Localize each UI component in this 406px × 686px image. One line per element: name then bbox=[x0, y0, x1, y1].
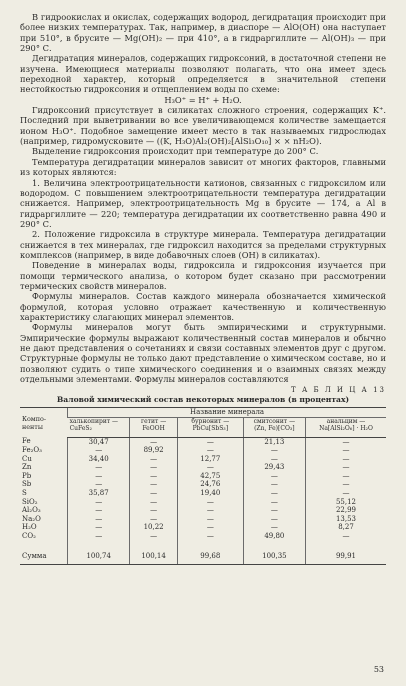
value-cell: — bbox=[243, 498, 305, 507]
paragraph-hydroxonium-dehydration: Дегидратация минералов, содержащих гидроксоний, в достаточной степени не изучена. Имеющиеся материалы позволяют полагать, что она имеет здесь переходной характер, который определяется в значительной степени нестойкостью гидроксония и отщеплением воды по схеме: bbox=[20, 53, 386, 95]
value-cell: 22,99 bbox=[305, 506, 386, 515]
value-cell: 24,76 bbox=[177, 480, 243, 489]
component-cell: Al₂O₃ bbox=[22, 506, 41, 515]
component-cell: Сумма bbox=[20, 552, 68, 564]
paragraph-dehydration-factors: Температура дегидратации минералов зависит от многих факторов, главными из которых являются: bbox=[20, 156, 386, 178]
value-cell: — bbox=[243, 515, 305, 524]
value-cell: 30,47 bbox=[68, 437, 130, 446]
value-cell: — bbox=[305, 463, 386, 472]
column-header-mineral: анальцим — Na[AlSi₂O₆] · H₂O bbox=[305, 417, 386, 437]
value-cell: — bbox=[177, 523, 243, 532]
value-cell: 12,77 bbox=[177, 455, 243, 464]
value-cell: — bbox=[130, 532, 178, 541]
component-cell: Sb bbox=[22, 480, 32, 489]
value-cell: — bbox=[243, 480, 305, 489]
value-cell: — bbox=[305, 446, 386, 455]
value-cell: — bbox=[68, 498, 130, 507]
paragraph-dehydration-hydroxides: В гидроокислах и окислах, содержащих водород, дегидратация происходит при более низких температурах. Так, например, в диаспоре — AlO(OH) она наступает при 510°, в брусите — Mg(OH)₂ — при 410°, а в гидраргиллите — Al(OH)₃ — при 290° С. bbox=[20, 12, 386, 54]
value-cell: 21,13 bbox=[243, 437, 305, 446]
paragraph-hydroxonium-silicates: Гидроксоний присутствует в силикатах сложного строения, содержащих K⁺. Последний при выветривании во все увеличивающемся количестве замещается ионом H₃O⁺. Подобное замещение имеет место в так называемых гидрослюдах (например, гидромусковите — ((K, H₃O)Al₂(OH)₂[AlSi₃O₁₀] × × nH₂O). bbox=[20, 105, 386, 147]
column-header-mineral: смитсонит — (Zn, Fe)[CO₃] bbox=[243, 417, 305, 437]
value-cell: — bbox=[130, 463, 178, 472]
value-cell: — bbox=[130, 498, 178, 507]
table-title: Валовой химический состав некоторых минералов (в процентах) bbox=[56, 395, 350, 405]
value-cell: 100,14 bbox=[130, 552, 178, 564]
component-cell: Zn bbox=[22, 463, 32, 472]
component-cell: S bbox=[22, 489, 27, 498]
value-cell: 8,27 bbox=[305, 523, 386, 532]
value-cell: — bbox=[177, 515, 243, 524]
value-cell: — bbox=[68, 446, 130, 455]
table-row bbox=[20, 506, 386, 515]
value-cell: 99,68 bbox=[177, 552, 243, 564]
table-label: Т А Б Л И Ц А 13 bbox=[291, 386, 386, 395]
value-cell: — bbox=[243, 523, 305, 532]
component-cell: CO₂ bbox=[22, 531, 36, 540]
paragraph-factor-2: 2. Положение гидроксила в структуре минерала. Температура дегидратации снижается в тех минералах, где гидроксил находится за пределами структурных комплексов (например, в виде добавочных слоев (OH) в силикатах). bbox=[20, 229, 386, 260]
value-cell: 55,12 bbox=[305, 498, 386, 507]
paragraph-thermal-analysis: Поведение в минералах воды, гидроксила и гидроксония изучается при помощи термического анализа, о котором будет сказано при рассмотрении термических свойств минералов. bbox=[20, 260, 386, 291]
value-cell: — bbox=[68, 480, 130, 489]
component-cell: Na₂O bbox=[22, 514, 41, 523]
value-cell: — bbox=[130, 506, 178, 515]
paragraph-mineral-formulas: Формулы минералов. Состав каждого минерала обозначается химической формулой, которая условно отражает качественную и количественную характеристику слагающих минерал элементов. bbox=[20, 291, 386, 322]
table-row bbox=[20, 523, 386, 532]
column-header-mineral: бурнонит — PbCu[SbS₃] bbox=[177, 417, 243, 437]
value-cell: — bbox=[305, 437, 386, 446]
value-cell: — bbox=[177, 463, 243, 472]
table-row bbox=[20, 463, 386, 472]
value-cell: — bbox=[243, 472, 305, 481]
value-cell: — bbox=[177, 506, 243, 515]
value-cell: — bbox=[130, 455, 178, 464]
value-cell: — bbox=[177, 437, 243, 446]
column-header-components: Компо- ненты bbox=[20, 408, 68, 437]
value-cell: — bbox=[68, 515, 130, 524]
table-row-total bbox=[20, 552, 386, 564]
component-cell: Cu bbox=[22, 454, 32, 463]
table-spacer-row bbox=[20, 540, 386, 552]
table-row bbox=[20, 455, 386, 464]
value-cell: — bbox=[68, 532, 130, 541]
value-cell: — bbox=[305, 472, 386, 481]
paragraph-factor-1: 1. Величина электроотрицательности катионов, связанных с гидроксилом или водородом. С повышением электроотрицательности температура дегидратации снижается. Например, электроотрицательность Mg в брусите — 174, а Al в гидраргиллите — 220; температура дегидратации их соответственно равна 490 и 290° С. bbox=[20, 177, 386, 229]
value-cell: 13,53 bbox=[305, 515, 386, 524]
value-cell: — bbox=[243, 446, 305, 455]
value-cell: — bbox=[305, 532, 386, 541]
value-cell: 49,80 bbox=[243, 532, 305, 541]
value-cell: — bbox=[130, 437, 178, 446]
component-cell: Fe bbox=[22, 437, 31, 446]
value-cell: 35,87 bbox=[68, 489, 130, 498]
value-cell: — bbox=[130, 472, 178, 481]
table-row bbox=[20, 489, 386, 498]
value-cell: 99,91 bbox=[305, 552, 386, 564]
value-cell: 34,40 bbox=[68, 455, 130, 464]
value-cell: — bbox=[68, 523, 130, 532]
value-cell: — bbox=[243, 489, 305, 498]
value-cell: 100,74 bbox=[68, 552, 130, 564]
table-row bbox=[20, 446, 386, 455]
value-cell: — bbox=[305, 489, 386, 498]
table-row bbox=[20, 498, 386, 507]
value-cell: 19,40 bbox=[177, 489, 243, 498]
component-cell: SiO₂ bbox=[22, 497, 38, 506]
value-cell: — bbox=[305, 480, 386, 489]
table-row bbox=[20, 437, 386, 446]
column-header-mineral: гетит — FeOOH bbox=[130, 417, 178, 437]
column-header-mineral: халькопирит — CuFeS₂ bbox=[68, 417, 130, 437]
formula-hydroxonium: H₃O⁺ = H⁺ + H₂O. bbox=[164, 94, 242, 105]
table-row bbox=[20, 480, 386, 489]
page-number: 53 bbox=[373, 665, 384, 674]
value-cell: — bbox=[177, 498, 243, 507]
value-cell: — bbox=[68, 506, 130, 515]
table-row bbox=[20, 532, 386, 541]
value-cell: — bbox=[177, 532, 243, 541]
value-cell: — bbox=[68, 463, 130, 472]
paragraph-hydroxonium-release: Выделение гидроксония происходит при температуре до 200° С. bbox=[32, 146, 319, 157]
value-cell: — bbox=[243, 455, 305, 464]
value-cell: — bbox=[130, 480, 178, 489]
value-cell: 100,35 bbox=[243, 552, 305, 564]
composition-table bbox=[20, 407, 386, 564]
value-cell: — bbox=[130, 489, 178, 498]
value-cell: — bbox=[130, 515, 178, 524]
paragraph-formula-types: Формулы минералов могут быть эмпирическими и структурными. Эмпирические формулы выражают количественный состав минералов и обычно не дают представления о сочетаниях и связи составных элементов друг с другом. Структурные формулы не только дают представление о химическом составе, но и позволяют судить о типе химического соединения и о взаимных связях между отдельными элементами. Формулы минералов составляются bbox=[20, 322, 386, 385]
component-cell: Fe₂O₃ bbox=[22, 446, 42, 455]
value-cell: — bbox=[305, 455, 386, 464]
component-cell: H₂O bbox=[22, 523, 37, 532]
column-group-mineral-name: Название минерала bbox=[68, 408, 386, 418]
value-cell: — bbox=[243, 506, 305, 515]
value-cell: — bbox=[68, 472, 130, 481]
value-cell: 42,75 bbox=[177, 472, 243, 481]
value-cell: — bbox=[177, 446, 243, 455]
value-cell: 89,92 bbox=[130, 446, 178, 455]
value-cell: 10,22 bbox=[130, 523, 178, 532]
component-cell: Pb bbox=[22, 471, 32, 480]
table-row bbox=[20, 515, 386, 524]
body-text bbox=[20, 12, 386, 384]
value-cell: 29,43 bbox=[243, 463, 305, 472]
table-row bbox=[20, 472, 386, 481]
